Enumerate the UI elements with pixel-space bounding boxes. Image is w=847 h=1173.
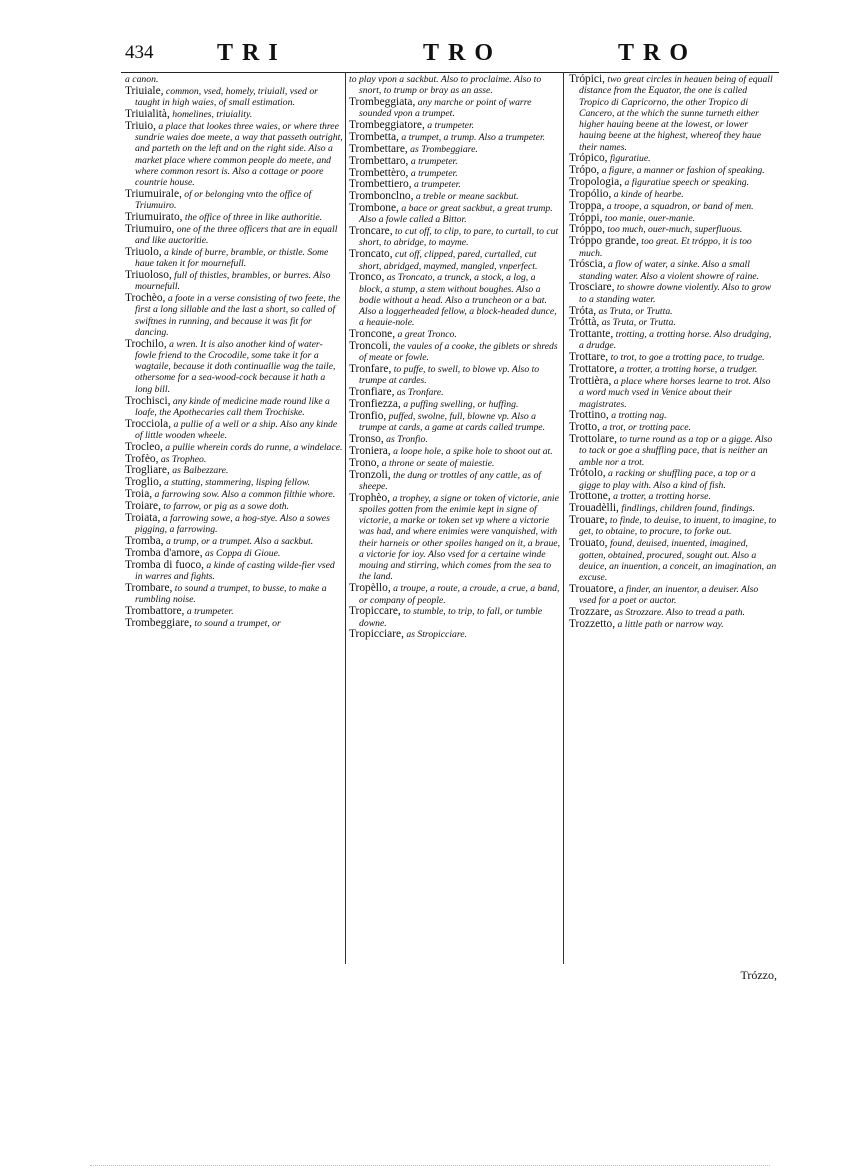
entry-definition: to farrow, or pig as a sowe doth. [163, 500, 290, 512]
dictionary-entry [569, 74, 777, 153]
entry-headword: Trópici, [569, 74, 605, 85]
dictionary-entry [349, 470, 561, 493]
dictionary-entry [569, 468, 777, 491]
entry-definition: as Strozzare. Also to tread a path. [614, 606, 745, 618]
catchword: Trózzo, [740, 968, 777, 982]
column-divider [563, 72, 564, 964]
dictionary-entry [569, 189, 777, 200]
entry-headword: Triuolo, [125, 245, 162, 258]
entry-headword: Trottino, [569, 409, 609, 422]
entry-headword: Trocleo, [125, 440, 163, 453]
entry-definition: a stutting, stammering, lisping fellow. [164, 477, 310, 489]
entry-definition: findlings, children found, findings. [621, 503, 755, 515]
entry-definition: two great circles in heauen being of equall distance from the Equator, the one is called Tropico di Capricorno, the other Tropico di Cancero, at the which the sunne turneth either higher hauing beene at the lowest, or lower hauing beene at the highest, whereof they haue their names. [579, 74, 773, 153]
entry-headword: Troncoli, [349, 340, 391, 353]
dictionary-entry [349, 168, 561, 179]
entry-definition: a figure, a manner or fashion of speaking. [601, 165, 765, 177]
entry-headword: Trottatore, [569, 363, 617, 376]
entry-definition: a troupe, a route, a croude, a crue, a band, or company of people. [359, 583, 560, 606]
dictionary-entry [569, 165, 777, 176]
entry-headword: Tropèllo, [349, 582, 391, 595]
guide-word-left: TRI [217, 40, 287, 66]
scan-edge [90, 1165, 770, 1168]
entry-headword: Tromba, [125, 534, 164, 547]
entry-headword: Trombettiero, [349, 178, 412, 191]
entry-headword: Trópico, [569, 152, 608, 165]
entry-headword: Trochèo, [125, 292, 166, 305]
entry-definition: found, deuised, inuented, imagined, gotten, obtained, procured, sought out. Also a deuice, an inuention, a conceit, an imagination, an excuse. [579, 538, 777, 583]
entry-definition: the vaules of a cooke, the giblets or shreds of meate or fowle. [359, 341, 558, 364]
entry-headword: Trouare, [569, 514, 608, 527]
entry-definition: a wren. It is also another kind of water-fowle friend to the Crocodile, some take it for a wagtaile, because it doth continuallie wag the taile, othersome for a sea-wood-cock because it hath a long bill. [135, 338, 336, 395]
entry-headword: Trottièra, [569, 375, 612, 387]
entry-definition: homelines, triuiality. [172, 108, 253, 120]
entry-definition: a trumpeter. [413, 179, 461, 191]
entry-definition: a kinde of burre, bramble, or thistle. Some haue taken it for mournefull. [135, 246, 329, 270]
entry-definition: a finder, an inuentor, a deuiser. Also vsed for a poet or auctor. [579, 583, 759, 607]
entry-headword: Trogliare, [125, 464, 170, 477]
entry-headword: Trombeggiare, [125, 616, 192, 629]
entry-headword: Trocciola, [125, 417, 172, 430]
entry-definition: a great Tronco. [397, 329, 457, 341]
entry-headword: Triumuiro, [125, 222, 175, 235]
dictionary-entry [125, 501, 343, 512]
dictionary-entry [349, 272, 561, 328]
entry-definition: the office of three in like authoritie. [184, 211, 323, 223]
entry-headword: Tronfiezza, [349, 398, 401, 411]
entry-definition: to showre downe violently. Also to grow to a standing water. [579, 282, 772, 305]
column-right [569, 74, 777, 962]
entry-headword: Troncone, [349, 328, 396, 341]
entry-headword: Troppa, [569, 199, 605, 212]
entry-headword: Trouatore, [569, 582, 617, 595]
dictionary-entry [349, 74, 561, 97]
page-number: 434 [125, 42, 154, 63]
entry-headword: Trombettare, [349, 142, 408, 155]
entry-definition: as Truta, or Trutta. [598, 305, 673, 317]
entry-definition: to stumble, to trip, to fall, or tumble downe. [359, 606, 543, 629]
dictionary-entry [349, 191, 561, 202]
dictionary-entry [569, 201, 777, 212]
entry-headword: Trótolo, [569, 467, 606, 480]
dictionary-entry [569, 607, 777, 618]
dictionary-entry [569, 538, 777, 583]
entry-headword: Tropólio, [569, 187, 612, 200]
dictionary-entry [125, 548, 343, 559]
dictionary-entry [349, 606, 561, 629]
entry-definition: as Tronfare. [396, 387, 444, 399]
entry-headword: Troncare, [349, 225, 393, 238]
entry-definition: to turne round as a top or a gigge. Also to tack or goe a shuffling pace, that is neither an amble nor a trot. [579, 434, 773, 468]
dictionary-entry [349, 446, 561, 457]
entry-headword: Trozzare, [569, 605, 612, 618]
entry-definition: a trump, or a trumpet. Also a sackbut. [165, 535, 314, 547]
entry-definition: a trumpeter. [427, 120, 475, 132]
entry-definition: to cut off, to clip, to pare, to curtall, to cut short, to abridge, to mayme. [359, 226, 559, 249]
entry-headword: Tromba d'amore, [125, 546, 203, 559]
dictionary-entry [349, 399, 561, 410]
entry-headword: Trosciare, [569, 281, 615, 294]
entry-definition: full of thistles, brambles, or burres. Also mournefull. [135, 270, 331, 293]
dictionary-entry [349, 144, 561, 155]
entry-headword: Tronfiare, [349, 386, 395, 399]
entry-definition: trotting, a trotting horse. Also drudging, a drudge. [579, 329, 772, 352]
entry-headword: Trombettaro, [349, 154, 409, 167]
dictionary-entry [569, 515, 777, 538]
entry-headword: Tróscia, [569, 258, 606, 271]
entry-definition: to play vpon a sackbut. Also to proclaime. Also to snort, to trump or bray as an asse. [349, 74, 542, 97]
entry-headword: Tropiccare, [349, 605, 401, 618]
entry-headword: Troncato, [349, 248, 393, 261]
entry-definition: too great. Et tróppo, it is too much. [579, 236, 752, 259]
entry-headword: Trombeggiatore, [349, 119, 425, 132]
dictionary-entry [349, 629, 561, 640]
entry-definition: puffed, swolne, full, blowne vp. Also a trumpe at cards, a game at cards called trumpe. [359, 410, 546, 434]
dictionary-entry [125, 189, 343, 212]
entry-headword: Troniera, [349, 444, 391, 457]
entry-definition: a pullie of a well or a ship. Also any kinde of little wooden wheele. [135, 418, 338, 441]
dictionary-entry [125, 477, 343, 488]
entry-headword: Tronzoli, [349, 468, 391, 481]
entry-headword: Trono, [349, 456, 380, 469]
entry-headword: Triuiale, [125, 84, 164, 97]
entry-headword: Tróppo grande, [569, 235, 639, 248]
entry-headword: Trombare, [125, 581, 173, 594]
entry-headword: Trouato, [569, 537, 608, 550]
entry-definition: any marche or point of warre sounded vpon a trumpet. [359, 97, 532, 120]
entry-definition: a trumpeter. [410, 155, 458, 167]
entry-headword: Tróppo, [569, 223, 605, 236]
dictionary-entry [125, 224, 343, 247]
entry-definition: a treble or meane sackbut. [415, 191, 519, 203]
dictionary-entry [569, 376, 777, 410]
dictionary-entry [349, 179, 561, 190]
dictionary-entry [569, 410, 777, 421]
entry-definition: a kinde of hearbe. [613, 188, 684, 200]
entry-definition: as Stropicciare. [406, 629, 467, 641]
dictionary-entry [125, 489, 343, 500]
entry-definition: a loope hole, a spike hole to shoot out at. [393, 445, 553, 457]
dictionary-entry [349, 493, 561, 583]
entry-headword: Trombettèro, [349, 166, 409, 179]
entry-definition: a trotting nag. [611, 410, 667, 422]
entry-headword: Tropicciare, [349, 628, 404, 641]
entry-headword: Trochisci, [125, 394, 171, 407]
dictionary-entry [125, 247, 343, 270]
dictionary-entry [569, 422, 777, 433]
page-header [121, 38, 779, 73]
entry-definition: a flow of water, a sinke. Also a small standing water. Also a violent showre of raine. [579, 259, 760, 282]
entry-definition: to finde, to deuise, to inuent, to imagine, to get, to obtaine, to procure, to forke out. [579, 515, 777, 538]
dictionary-entry [569, 213, 777, 224]
entry-headword: Tromba di fuoco, [125, 558, 204, 571]
entry-headword: Tronso, [349, 433, 384, 446]
entry-definition: to sound a trumpet, or [194, 617, 281, 629]
dictionary-entry [569, 306, 777, 317]
entry-definition: a trumpeter. [410, 167, 458, 179]
entry-headword: Tróta, [569, 304, 597, 317]
entry-definition: the dung or trottles of any cattle, as of sheepe. [359, 469, 541, 492]
entry-definition: as Truta, or Trutta. [601, 317, 676, 329]
entry-headword: Tropologia, [569, 176, 623, 189]
column-left [125, 74, 343, 962]
entry-definition: as Troncato, a trunck, a stock, a log, a block, a stump, a stem without boughes. Also a bodie without a head. Also a truncheon or a bat. Also a loggerheaded fellow, a block-headed dunce, a heauie-nole. [359, 272, 557, 329]
entry-headword: Triuio, [125, 119, 156, 132]
dictionary-entry [349, 583, 561, 606]
dictionary-entry [125, 74, 343, 85]
dictionary-entry [349, 341, 561, 364]
entry-definition: a place where horses learne to trot. Also a word much vsed in Venice about their magistrates. [579, 376, 771, 410]
entry-definition: cut off, clipped, pared, curtalled, cut short, abridged, maymed, mangled, vnperfect. [359, 249, 538, 272]
dictionary-entry [349, 434, 561, 445]
dictionary-entry [349, 364, 561, 387]
entry-definition: to trot, to goe a trotting pace, to trudge. [610, 352, 765, 364]
entry-definition: as Tropheo. [160, 453, 207, 465]
dictionary-entry [569, 259, 777, 282]
dictionary-entry [569, 619, 777, 630]
dictionary-page [121, 38, 779, 982]
entry-definition: too much, ouer-much, superfluous. [607, 224, 743, 236]
dictionary-entry [349, 203, 561, 226]
entry-definition: a trotter, a trotting horse, a trudger. [619, 364, 758, 376]
entry-definition: as Trombeggiare. [410, 143, 478, 155]
entry-headword: Trópo, [569, 164, 600, 177]
entry-headword: Triuoloso, [125, 269, 172, 281]
dictionary-entry [569, 491, 777, 502]
dictionary-entry [125, 465, 343, 476]
dictionary-entry [349, 458, 561, 469]
dictionary-entry [125, 293, 343, 338]
entry-definition: as Balbezzare. [172, 465, 229, 477]
entry-definition: figuratiue. [609, 153, 651, 165]
entry-definition: too manie, ouer-manie. [604, 212, 696, 224]
entry-definition: to puffe, to swell, to blowe vp. Also to trumpe at cardes. [359, 364, 540, 387]
dictionary-entry [349, 329, 561, 340]
dictionary-entry [569, 434, 777, 468]
entry-definition: a racking or shuffling pace, a top or a gigge to play with. Also a kind of fish. [579, 468, 756, 491]
dictionary-entry [125, 536, 343, 547]
dictionary-entry [349, 97, 561, 120]
entry-definition: a foote in a verse consisting of two feete, the first a long sillable and the last a short, so called of swiftnes in running, and because it was fit for dancing. [135, 293, 341, 338]
entry-headword: Tronco, [349, 271, 385, 284]
dictionary-entry [349, 132, 561, 143]
entry-definition: a puffing swelling, or huffing. [403, 399, 519, 411]
dictionary-entry [125, 339, 343, 395]
dictionary-entry [125, 86, 343, 109]
entry-headword: Trochilo, [125, 337, 167, 350]
entry-headword: Trombone, [349, 202, 399, 215]
dictionary-entry [125, 606, 343, 617]
entry-headword: Triuialità, [125, 107, 170, 120]
entry-headword: Trombetta, [349, 131, 399, 144]
entry-headword: Trombonclno, [349, 190, 414, 203]
entry-definition: a trotter, a trotting horse. [613, 491, 711, 503]
dictionary-entry [125, 396, 343, 419]
dictionary-entry [125, 513, 343, 536]
entry-definition: a farrowing sowe, a hog-stye. Also a sowes pigging, a farrowing. [135, 512, 330, 536]
dictionary-entry [125, 212, 343, 223]
column-middle [349, 74, 561, 962]
entry-headword: Troiata, [125, 511, 161, 524]
entry-definition: a trot, or trotting pace. [602, 422, 691, 434]
dictionary-entry [569, 584, 777, 607]
dictionary-entry [569, 364, 777, 375]
entry-headword: Troglio, [125, 476, 162, 489]
entry-headword: Trottante, [569, 328, 614, 341]
dictionary-entry [569, 153, 777, 164]
entry-definition: to sound a trumpet, to busse, to make a rumbling noise. [135, 582, 327, 605]
dictionary-entry [569, 177, 777, 188]
dictionary-entry [349, 249, 561, 272]
dictionary-entry [349, 411, 561, 434]
entry-definition: common, vsed, homely, triuiall, vsed or taught in high waies, of small estimation. [135, 85, 318, 109]
dictionary-entry [125, 560, 343, 583]
entry-definition: a figuratiue speech or speaking. [624, 177, 750, 189]
entry-headword: Trophèo, [349, 491, 391, 504]
entry-definition: of or belonging vnto the office of Triumuiro. [135, 188, 312, 212]
entry-definition: a troope, a squadron, or band of men. [606, 200, 754, 212]
entry-definition: a pullie wherein cords do runne, a windelace. [165, 441, 343, 453]
dictionary-entry [569, 352, 777, 363]
dictionary-entry [349, 156, 561, 167]
dictionary-entry [349, 387, 561, 398]
entry-definition: a throne or seate of maiestie. [381, 457, 495, 469]
entry-headword: Troia, [125, 488, 153, 501]
entry-definition: any kinde of medicine made round like a loafe, the Apothecaries call them Trochiske. [135, 395, 330, 418]
entry-headword: Troiare, [125, 499, 161, 512]
entry-headword: Tróttà, [569, 316, 600, 329]
dictionary-entry [125, 454, 343, 465]
entry-definition: a kinde of casting wilde-fier vsed in warres and fights. [135, 559, 335, 582]
entry-headword: Tronfare, [349, 363, 392, 376]
entry-headword: Trottone, [569, 490, 611, 503]
dictionary-entry [125, 583, 343, 606]
entry-headword: Triumuirale, [125, 187, 182, 200]
dictionary-entry [569, 317, 777, 328]
entry-headword: Trofèo, [125, 452, 159, 465]
dictionary-entry [125, 442, 343, 453]
entry-headword: Triumuirato, [125, 210, 183, 223]
dictionary-entry [125, 618, 343, 629]
dictionary-entry [569, 503, 777, 514]
entry-definition: one of the three officers that are in equall and like auctoritie. [135, 223, 338, 247]
entry-definition: a little path or narrow way. [617, 618, 724, 630]
entry-definition: a trophey, a signe or token of victorie, anie spoiles gotten from the enimie kept in signe of victorie, a marke or token set vp where a victorie was had, and where enimies were vanquished, with their harneis or other spoiles hanged on it, a braue, a victorie for ioy. Also vsed for a certaine winde mouing and stirring, which comes from the sea to the land. [359, 492, 561, 583]
dictionary-entry [125, 109, 343, 120]
dictionary-entry [569, 282, 777, 305]
entry-headword: Trombattore, [125, 604, 185, 617]
entry-headword: Trouadèlli, [569, 502, 619, 515]
entry-headword: Tróppi, [569, 211, 603, 224]
entry-definition: a trumpeter. [186, 605, 234, 617]
entry-definition: a place that lookes three waies, or where three sundrie waies doe meete, a way that passeth outright, and parteth on the left and on the right side. Also a market place where common people do meete, and where common resort is. Also a cottage or poore countrie house. [135, 120, 343, 189]
entry-definition: a trumpet, a trump. Also a trumpeter. [401, 132, 546, 144]
entry-definition: as Tronfio. [386, 434, 428, 446]
entry-headword: Trottare, [569, 351, 609, 364]
dictionary-entry [125, 419, 343, 442]
entry-definition: a farrowing sow. Also a common filthie whore. [154, 489, 336, 501]
entry-definition: a bace or great sackbut, a great trump. Also a fowle called a Bittor. [359, 203, 553, 226]
dictionary-entry [569, 329, 777, 352]
dictionary-entry [125, 121, 343, 189]
entry-headword: Trozzetto, [569, 617, 616, 630]
entry-headword: Tronfio, [349, 409, 387, 422]
entry-headword: Trombeggiata, [349, 96, 416, 109]
entry-headword: Trotto, [569, 421, 600, 434]
dictionary-entry [349, 120, 561, 131]
dictionary-entry [125, 270, 343, 293]
column-divider [345, 72, 346, 964]
guide-word-middle: TRO [423, 40, 503, 66]
entry-headword: Trottolare, [569, 433, 617, 446]
dictionary-entry [349, 226, 561, 249]
dictionary-entry [569, 224, 777, 235]
dictionary-entry [569, 236, 777, 259]
entry-definition: a canon. [125, 74, 159, 85]
guide-word-right: TRO [618, 40, 698, 66]
entry-definition: as Coppa di Gioue. [204, 547, 281, 559]
